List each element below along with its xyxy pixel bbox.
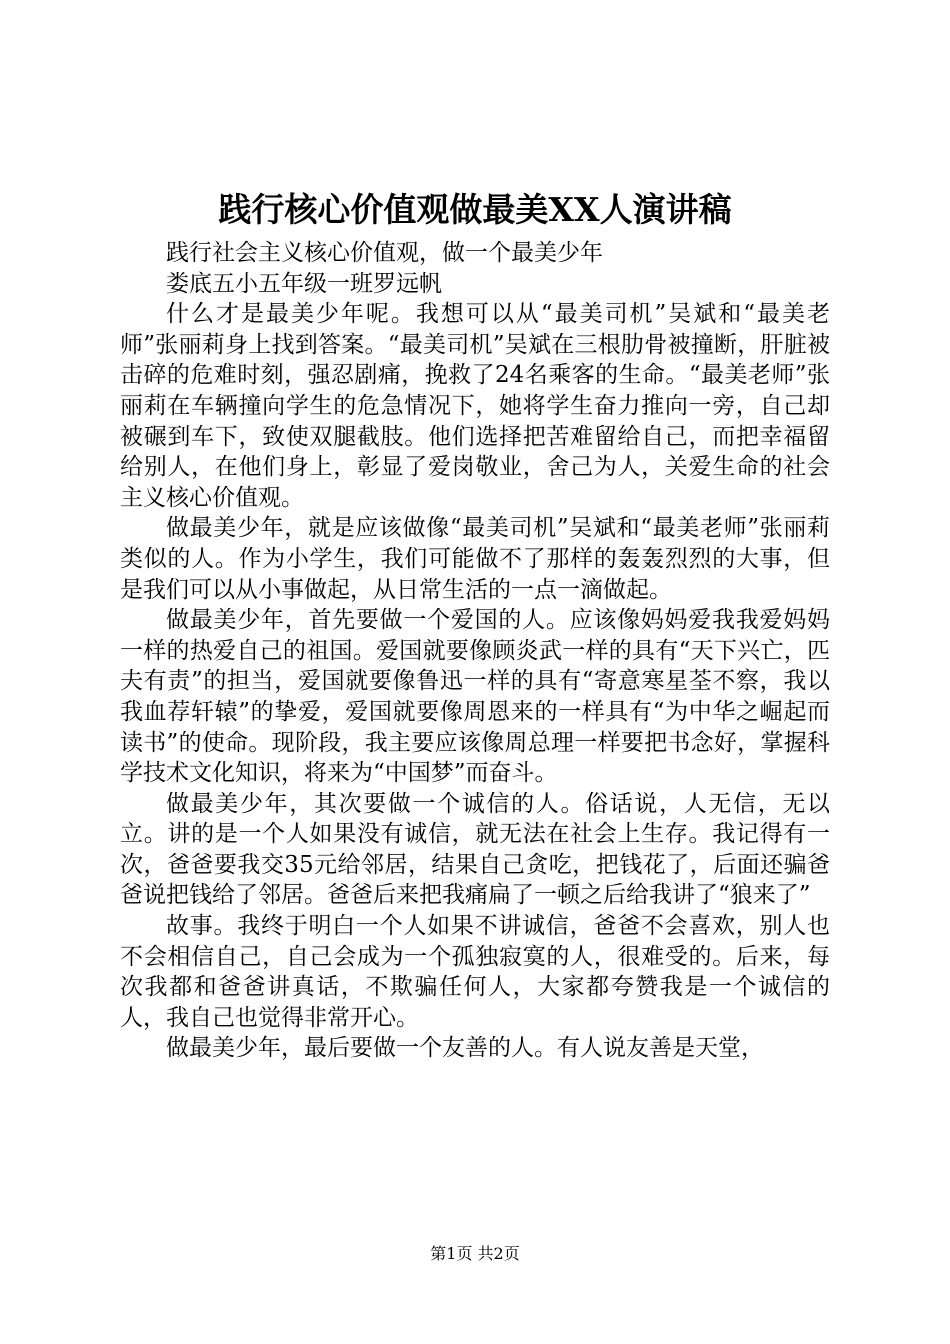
subtitle-paragraph: 践行社会主义核心价值观，做一个最美少年 — [166, 240, 603, 266]
document-body — [120, 238, 830, 1064]
body-paragraph: 什么才是最美少年呢。我想可以从“最美司机”吴斌和“最美老师”张丽莉身上找到答案。“最美司机”吴斌在三根肋骨被撞断，肝脏被击碎的危难时刻，强忍剧痛，挽救了24名乘客的生命。“最美老师”张丽莉在车辆撞向学生的危急情况下，她将学生奋力推向一旁，自己却被碾到车下，致使双腿截肢。他们选择把苦难留给自己，而把幸福留给别人，在他们身上，彰显了爱岗敬业，舍己为人，关爱生命的社会主义核心价值观。 — [120, 301, 830, 511]
body-paragraph: 做最美少年，首先要做一个爱国的人。应该像妈妈爱我我爱妈妈一样的热爱自己的祖国。爱国就要像顾炎武一样的具有“天下兴亡，匹夫有责”的担当，爱国就要像鲁迅一样的具有“寄意寒星荃不察，我以我血荐轩辕”的挚爱，爱国就要像周恩来的一样具有“为中华之崛起而读书”的使命。现阶段，我主要应该像周总理一样要把书念好，掌握科学技术文化知识，将来为“中国梦”而奋斗。 — [120, 607, 830, 787]
body-paragraph: 做最美少年，就是应该做像“最美司机”吴斌和“最美老师”张丽莉类似的人。作为小学生，我们可能做不了那样的轰轰烈烈的大事，但是我们可以从小事做起，从日常生活的一点一滴做起。 — [120, 515, 830, 603]
body-paragraph: 故事。我终于明白一个人如果不讲诚信，爸爸不会喜欢，别人也不会相信自己，自己会成为一个孤独寂寞的人，很难受的。后来，每次我都和爸爸讲真话，不欺骗任何人，大家都夸赞我是一个诚信的人，我自己也觉得非常开心。 — [120, 913, 830, 1031]
body-paragraph: 做最美少年，其次要做一个诚信的人。俗话说，人无信，无以立。讲的是一个人如果没有诚信，就无法在社会上生存。我记得有一次，爸爸要我交35元给邻居，结果自己贪吃，把钱花了，后面还骗爸爸说把钱给了邻居。爸爸后来把我痛扁了一顿之后给我讲了“狼来了” — [120, 790, 830, 909]
body-paragraph: 做最美少年，最后要做一个友善的人。有人说友善是天堂， — [166, 1035, 764, 1062]
document-title: 践行核心价值观做最美XX人演讲稿 — [218, 190, 732, 229]
page-footer: 第1页 共2页 — [430, 1244, 520, 1263]
author-line: 娄底五小五年级一班罗远帆 — [166, 270, 442, 297]
